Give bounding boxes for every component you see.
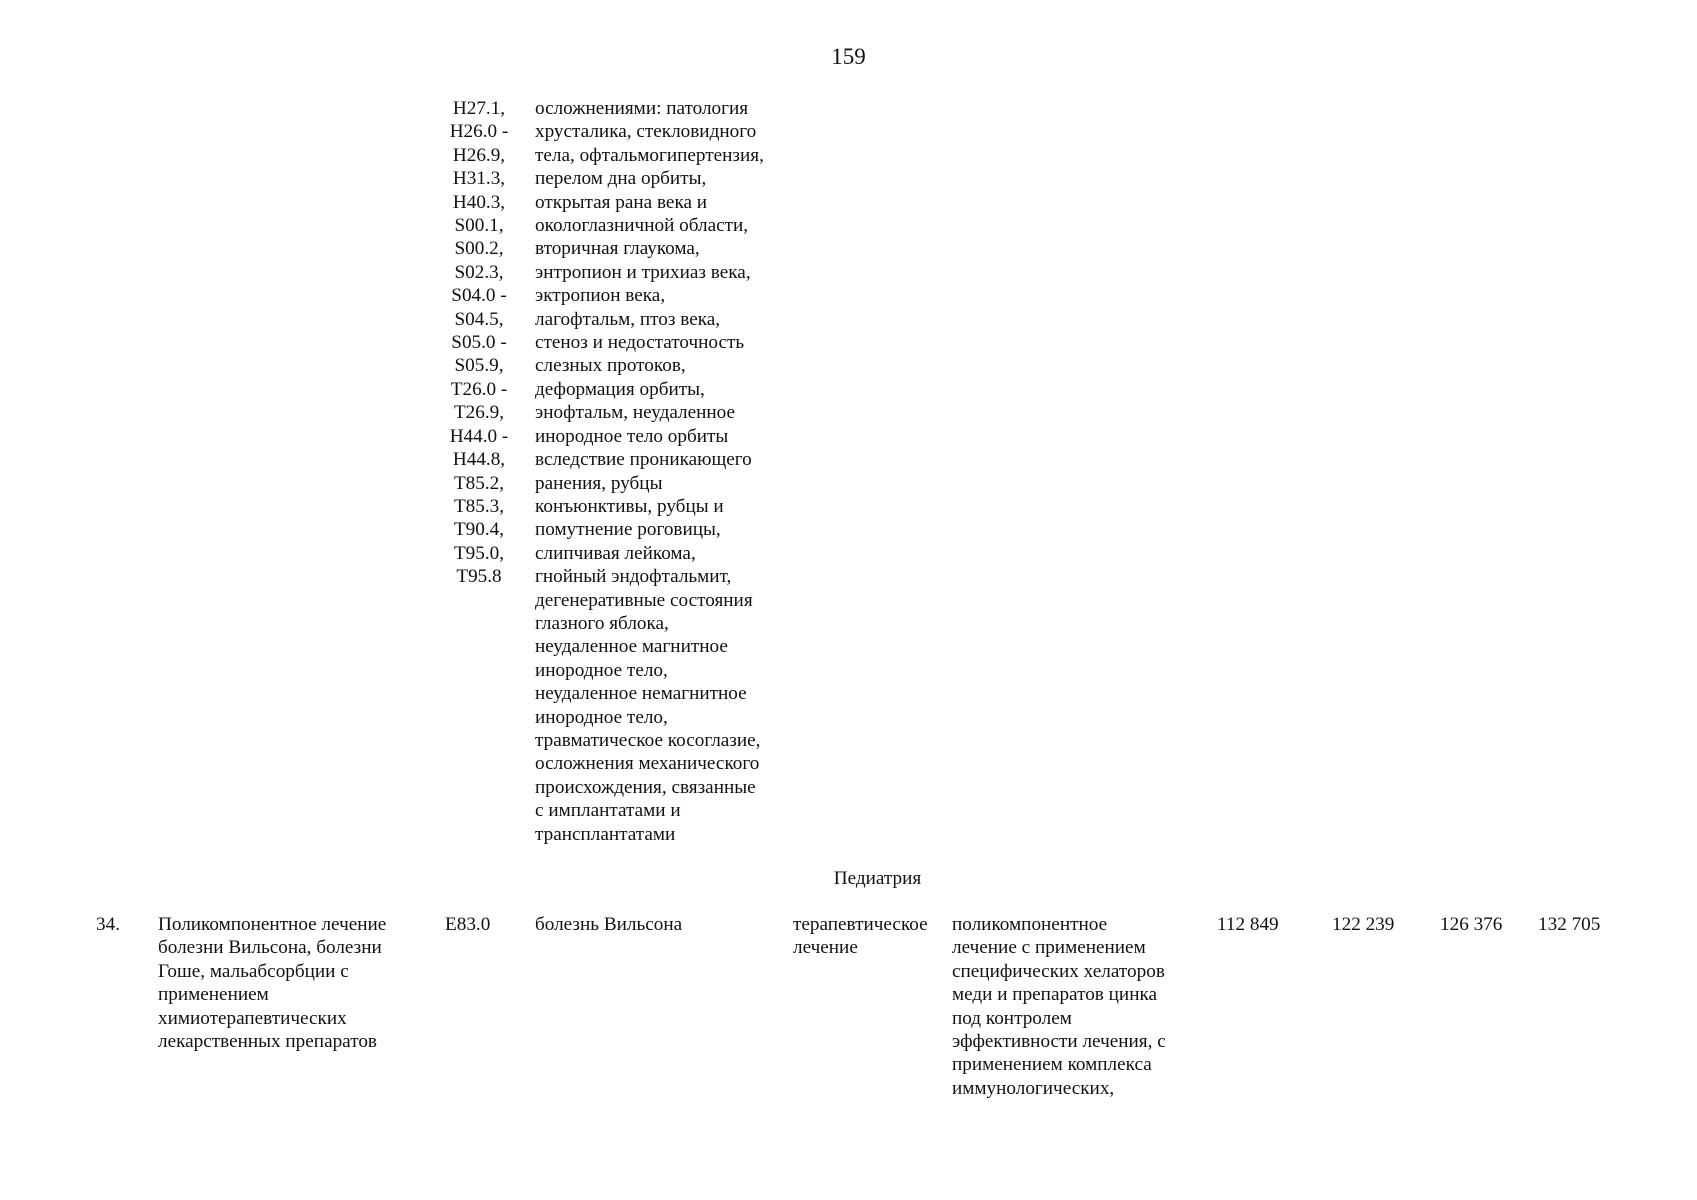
icd-code-list: [425, 97, 533, 589]
diagnosis-line: трансплантатами: [535, 823, 676, 845]
treatment-name-line: болезни Вильсона, болезни: [158, 937, 382, 959]
icd-code: S00.1,: [454, 215, 504, 237]
icd-code: H40.3,: [452, 191, 506, 213]
treatment-method-line: применением комплекса: [952, 1054, 1152, 1076]
treatment-name-line: Гоше, мальабсорбции с: [158, 960, 349, 982]
diagnosis-line: вследствие проникающего: [535, 449, 752, 471]
treatment-method-line: меди и препаратов цинка: [952, 984, 1158, 1006]
diagnosis-line: стеноз и недостаточность: [535, 332, 745, 354]
treatment-type-line: терапевтическое: [793, 914, 928, 935]
icd-code: H26.9,: [452, 144, 506, 166]
diagnosis-line: неудаленное магнитное: [535, 636, 728, 658]
diagnosis-line: энтропион и трихиаз века,: [535, 261, 751, 283]
treatment-method: [952, 913, 1166, 1100]
icd-code: S00.2,: [454, 238, 504, 260]
diagnosis-line: слипчивая лейкома,: [535, 542, 696, 564]
diagnosis-line: эктропион века,: [535, 285, 666, 307]
cost-value: 132 705: [1538, 914, 1601, 935]
icd-code: T26.9,: [453, 402, 505, 424]
diagnosis: болезнь Вильсона: [535, 914, 683, 935]
icd-code: S05.9,: [454, 355, 504, 377]
diagnosis-line: тела, офтальмогипертензия,: [535, 144, 764, 166]
treatment-method-line: эффективности лечения, с: [952, 1031, 1166, 1053]
diagnosis-line: хрусталика, стекловидного: [535, 121, 757, 143]
icd-code: T85.2,: [453, 472, 505, 494]
page-number: 159: [831, 44, 866, 69]
cost-value: 122 239: [1332, 914, 1395, 935]
diagnosis-text: [535, 97, 764, 846]
diagnosis-line: деформация орбиты,: [535, 378, 705, 400]
treatment-type-line: лечение: [793, 937, 858, 959]
treatment-name-line: химиотерапевтических: [158, 1007, 347, 1029]
icd-code: T95.8: [456, 566, 502, 588]
row-number: 34.: [96, 914, 120, 935]
diagnosis-line: травматическое косоглазие,: [535, 729, 761, 751]
section-title: Педиатрия: [833, 868, 922, 889]
diagnosis-line: гнойный эндофтальмит,: [535, 566, 732, 588]
icd-code: H31.3,: [452, 168, 506, 190]
diagnosis-line: глазного яблока,: [535, 612, 669, 634]
icd-code: T90.4,: [453, 519, 505, 541]
diagnosis-line: помутнение роговицы,: [535, 519, 721, 541]
treatment-method-line: поликомпонентное: [952, 914, 1108, 935]
diagnosis-line: происхождения, связанные: [535, 776, 756, 798]
icd-code: S04.5,: [454, 308, 504, 330]
icd-code: S05.0 -: [451, 332, 507, 354]
diagnosis-line: энофтальм, неудаленное: [535, 402, 736, 424]
treatment-method-line: иммунологических,: [952, 1077, 1115, 1099]
diagnosis-line: инородное тело орбиты: [535, 425, 729, 447]
icd-code: H44.0 -: [449, 425, 509, 447]
diagnosis-line: дегенеративные состояния: [535, 589, 753, 611]
treatment-name-line: Поликомпонентное лечение: [158, 914, 387, 935]
icd-code: H27.1,: [452, 98, 506, 119]
treatment-name: [158, 913, 386, 1053]
diagnosis-line: с имплантатами и: [535, 800, 681, 822]
icd-code: H26.0 -: [449, 121, 509, 143]
icd-code: H44.8,: [452, 449, 506, 471]
treatment-method-line: лечение с применением: [952, 937, 1146, 959]
diagnosis-line: вторичная глаукома,: [535, 238, 700, 260]
diagnosis-line: лагофтальм, птоз века,: [535, 308, 721, 330]
diagnosis-line: конъюнктивы, рубцы и: [535, 495, 724, 517]
cost-value: 112 849: [1217, 914, 1279, 935]
diagnosis-line: неудаленное немагнитное: [535, 683, 747, 705]
icd-code: S04.0 -: [451, 285, 507, 307]
diagnosis-line: осложнения механического: [535, 753, 760, 775]
icd-code: E83.0: [445, 914, 491, 935]
diagnosis-line: ранения, рубцы: [535, 472, 663, 494]
diagnosis-line: открытая рана века и: [535, 191, 708, 213]
icd-code: T85.3,: [453, 495, 505, 517]
diagnosis-line: инородное тело,: [535, 706, 668, 728]
diagnosis-line: окологлазничной области,: [535, 215, 749, 237]
treatment-name-line: применением: [158, 984, 269, 1006]
treatment-type: [793, 913, 928, 960]
treatment-method-line: под контролем: [952, 1007, 1072, 1029]
cost-value: 126 376: [1440, 914, 1503, 935]
icd-code: T95.0,: [453, 542, 505, 564]
icd-code: S02.3,: [454, 261, 504, 283]
diagnosis-line: слезных протоков,: [535, 355, 686, 377]
diagnosis-line: перелом дна орбиты,: [535, 168, 707, 190]
diagnosis-line: инородное тело,: [535, 659, 668, 681]
treatment-name-line: лекарственных препаратов: [158, 1031, 377, 1053]
diagnosis-line: осложнениями: патология: [535, 98, 749, 119]
icd-code: T26.0 -: [450, 378, 508, 400]
treatment-method-line: специфических хелаторов: [952, 960, 1165, 982]
